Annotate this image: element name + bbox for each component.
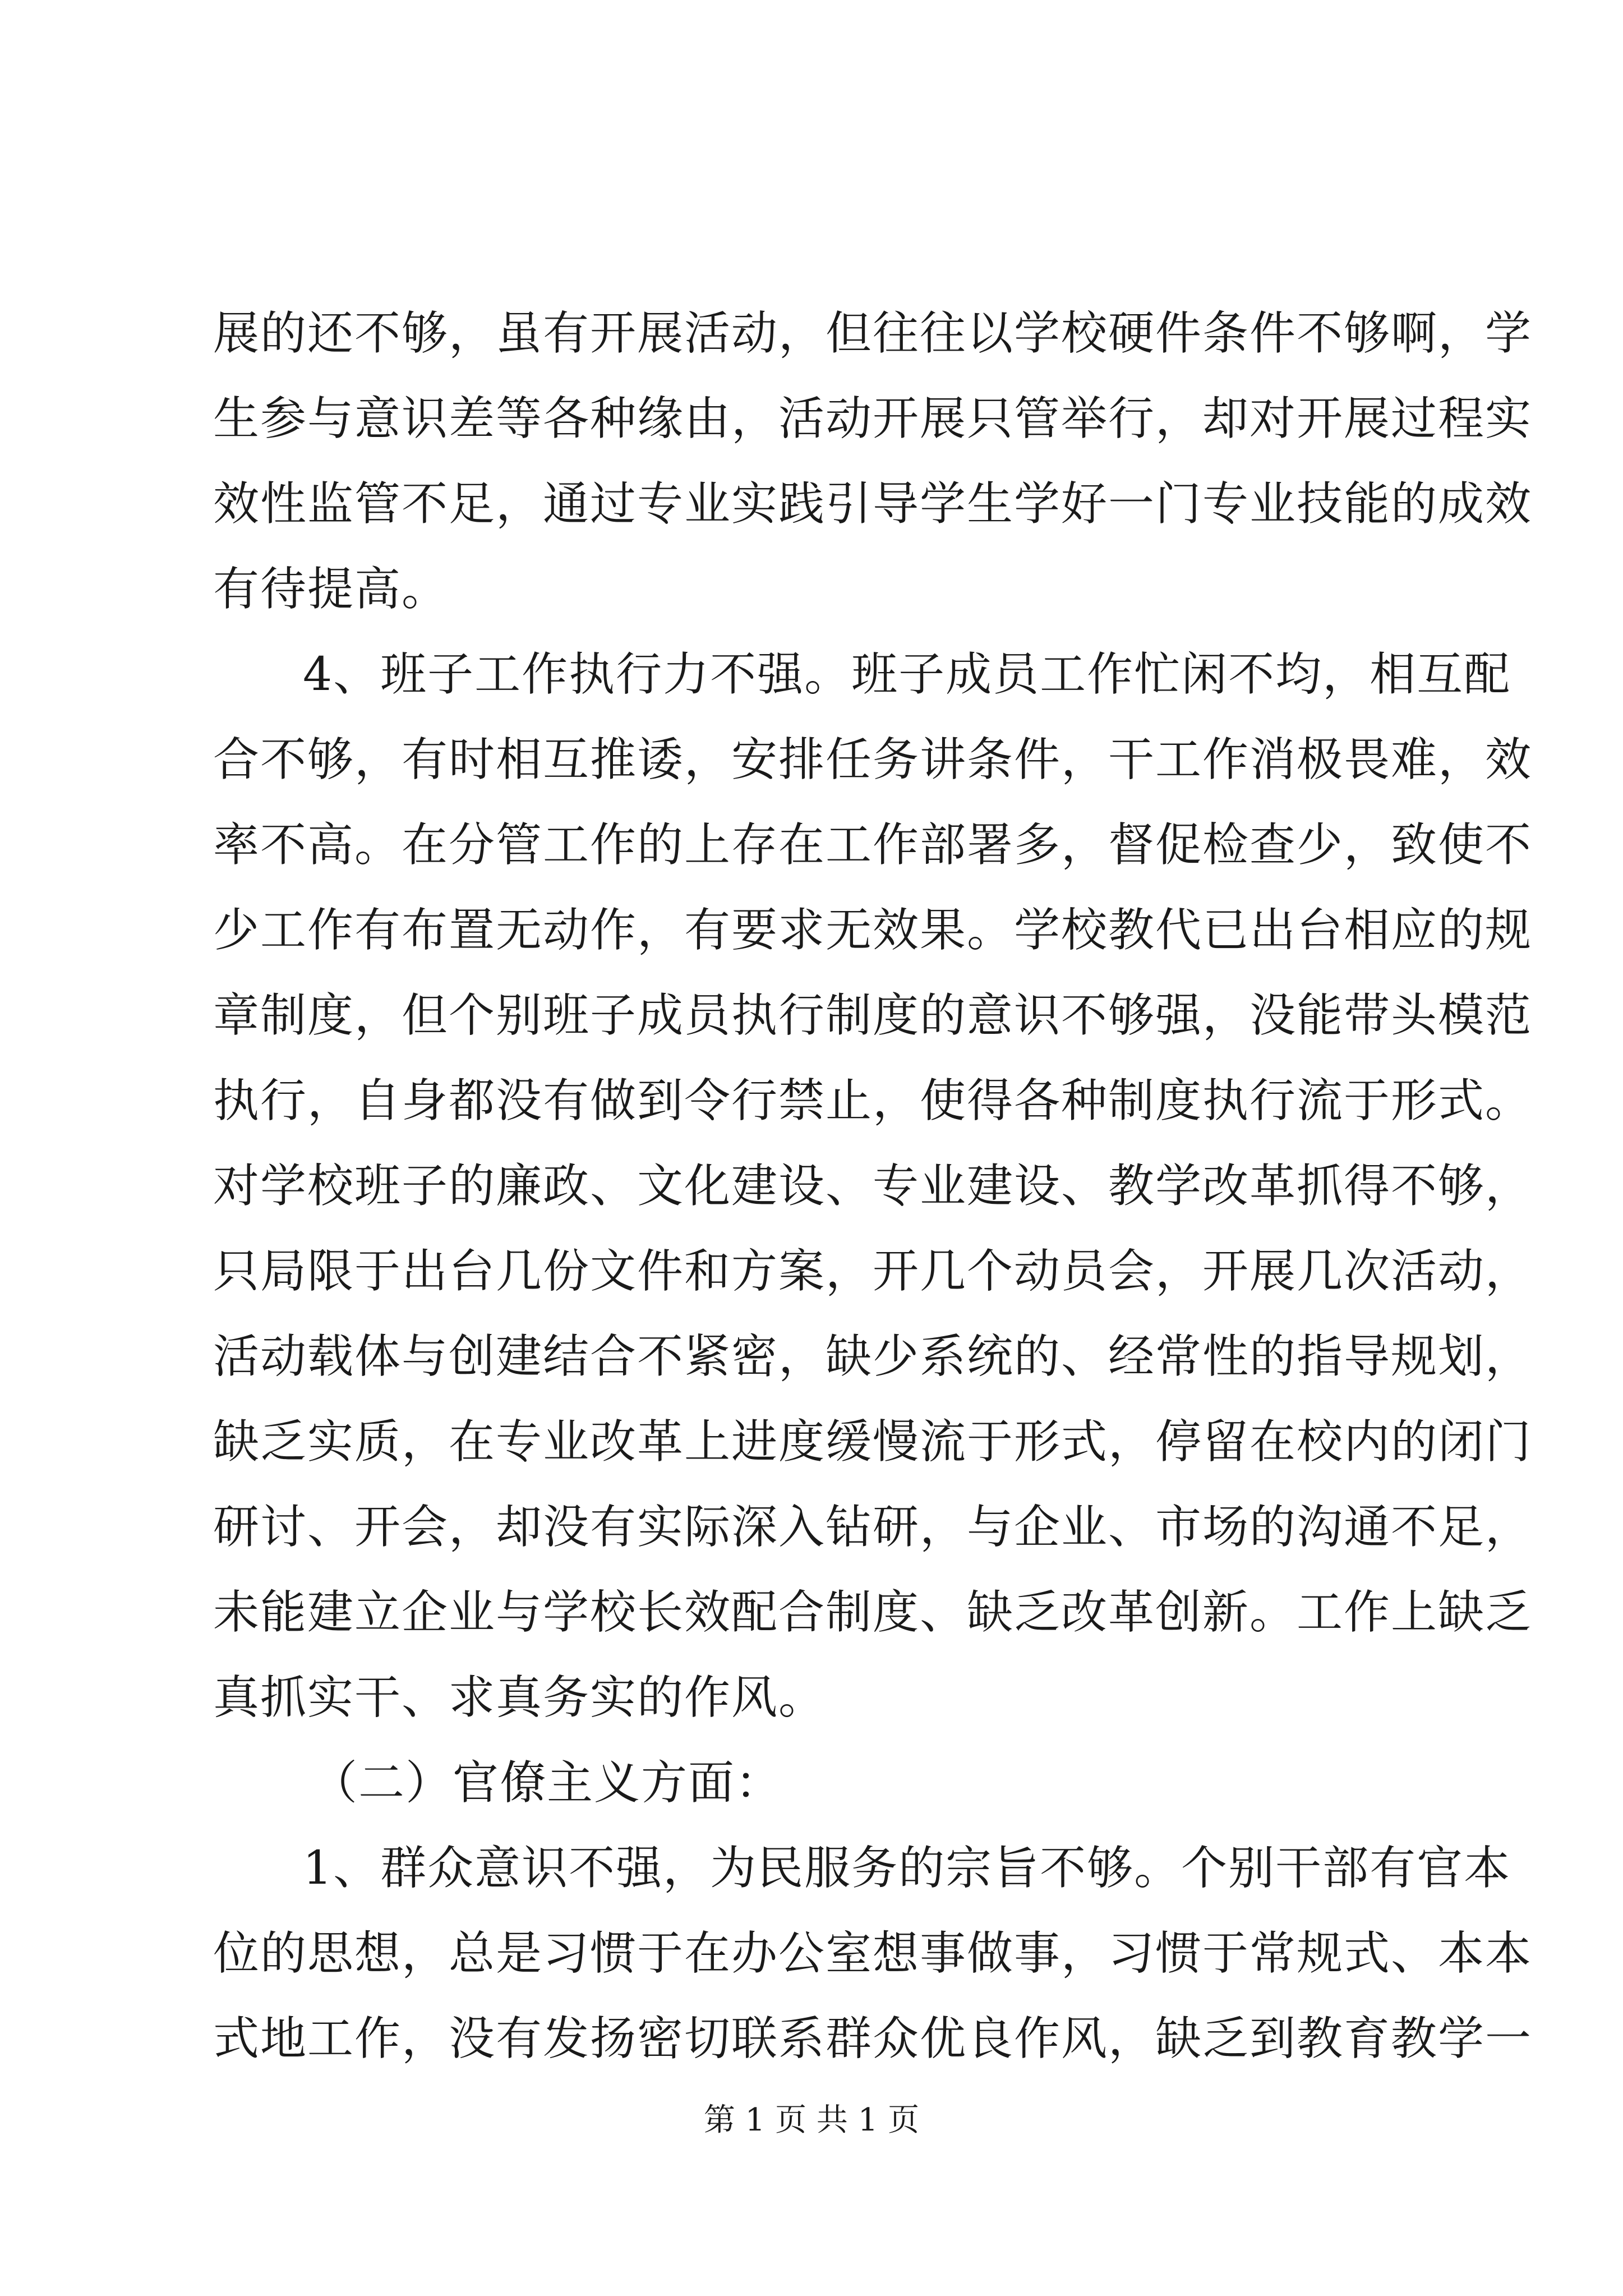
paragraph-start-line: 4、班子工作执行力不强。班子成员工作忙闲不均，相互配 <box>303 648 1511 701</box>
text-line: 章制度，但个别班子成员执行制度的意识不够强，没能带头模范 <box>213 989 1533 1042</box>
text-line: 研讨、开会，却没有实际深入钻研，与企业、市场的沟通不足， <box>213 1501 1533 1554</box>
text-line: 合不够，有时相互推诿，安排任务讲条件，干工作消极畏难，效 <box>213 733 1533 786</box>
text-line: 执行，自身都没有做到令行禁止，使得各种制度执行流于形式。 <box>213 1074 1533 1128</box>
text-line: 少工作有布置无动作，有要求无效果。学校教代已出台相应的规 <box>213 904 1533 957</box>
text-line: 只局限于出台几份文件和方案，开几个动员会，开展几次活动， <box>213 1245 1533 1298</box>
text-line: 效性监管不足，通过专业实践引导学生学好一门专业技能的成效 <box>213 477 1533 531</box>
text-line: 生参与意识差等各种缘由，活动开展只管举行，却对开展过程实 <box>213 392 1533 445</box>
page-number-footer: 第 1 页 共 1 页 <box>703 2102 920 2138</box>
text-line: 位的思想，总是习惯于在办公室想事做事，习惯于常规式、本本 <box>213 1927 1533 1980</box>
text-line: 真抓实干、求真务实的作风。 <box>213 1671 826 1724</box>
text-line: 式地工作，没有发扬密切联系群众优良作风，缺乏到教育教学一 <box>213 2012 1533 2065</box>
paragraph-start-line: 1、群众意识不强，为民服务的宗旨不够。个别干部有官本 <box>303 1842 1511 1895</box>
text-line: 有待提高。 <box>213 563 449 616</box>
section-heading: （二）官僚主义方面： <box>311 1756 783 1810</box>
text-line: 活动载体与创建结合不紧密，缺少系统的、经常性的指导规划， <box>213 1330 1533 1383</box>
text-line: 展的还不够，虽有开展活动，但往往以学校硬件条件不够啊，学 <box>213 307 1533 360</box>
text-line: 缺乏实质，在专业改革上进度缓慢流于形式，停留在校内的闭门 <box>213 1415 1533 1469</box>
text-line: 未能建立企业与学校长效配合制度、缺乏改革创新。工作上缺乏 <box>213 1586 1533 1639</box>
text-line: 对学校班子的廉政、文化建设、专业建设、教学改革抓得不够， <box>213 1159 1533 1213</box>
text-line: 率不高。在分管工作的上存在工作部署多，督促检查少，致使不 <box>213 818 1533 872</box>
